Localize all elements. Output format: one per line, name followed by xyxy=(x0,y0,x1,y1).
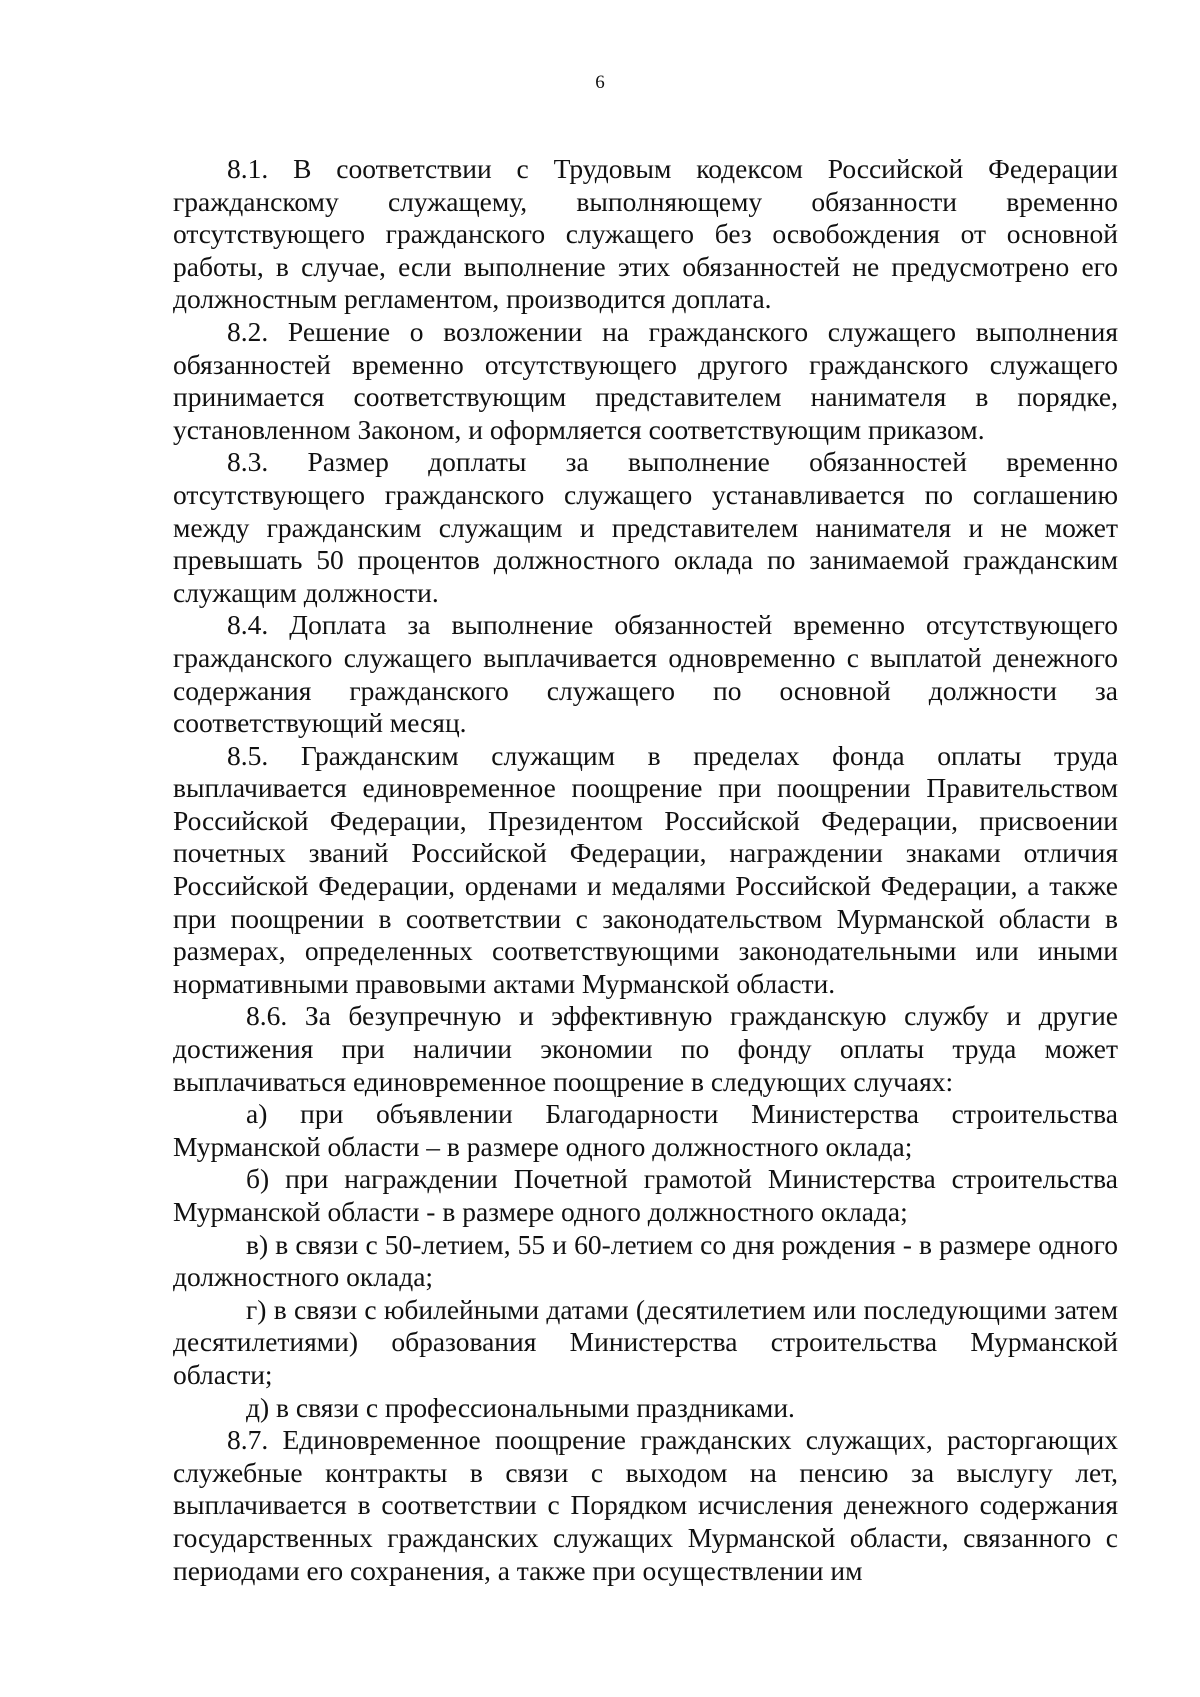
paragraph-8-1: 8.1. В соответствии с Трудовым кодексом Российской Федерации гражданскому служащему, выполняющему обязанности временно отсутствующего гражданского служащего без освобождения от основной работы, в случае, если выполнение этих обязанностей не предусмотрено его должностным регламентом, производится доплата. xyxy=(173,153,1118,315)
paragraph-8-4: 8.4. Доплата за выполнение обязанностей временно отсутствующего гражданского служащего выплачивается одновременно с выплатой денежного содержания гражданского служащего по основной должности за соответствующий месяц. xyxy=(173,609,1118,739)
document-body xyxy=(173,153,1118,1587)
page-number: 6 xyxy=(595,72,605,93)
list-item-8-6-b: б) при награждении Почетной грамотой Министерства строительства Мурманской области - в размере одного должностного оклада; xyxy=(173,1163,1118,1227)
paragraph-8-6: 8.6. За безупречную и эффективную гражданскую службу и другие достижения при наличии экономии по фонду оплаты труда может выплачиваться единовременное поощрение в следующих случаях: xyxy=(173,1000,1118,1097)
paragraph-8-2: 8.2. Решение о возложении на гражданского служащего выполнения обязанностей временно отсутствующего другого гражданского служащего принимается соответствующим представителем нанимателя в порядке, установленном Законом, и оформляется соответствующим приказом. xyxy=(173,315,1118,445)
list-item-8-6-a: а) при объявлении Благодарности Министерства строительства Мурманской области – в размере одного должностного оклада; xyxy=(173,1098,1118,1162)
list-item-8-6-v: в) в связи с 50-летием, 55 и 60-летием со дня рождения - в размере одного должностного оклада; xyxy=(173,1228,1118,1293)
paragraph-8-5: 8.5. Гражданским служащим в пределах фонда оплаты труда выплачивается единовременное поощрение при поощрении Правительством Российской Федерации, Президентом Российской Федерации, присвоении почетных званий Российской Федерации, награждении знаками отличия Российской Федерации, орденами и медалями Российской Федерации, а также при поощрении в соответствии с законодательством Мурманской области в размерах, определенных соответствующими законодательными или иными нормативными правовыми актами Мурманской области. xyxy=(173,739,1118,999)
list-item-8-6-g: г) в связи с юбилейными датами (десятилетием или последующими затем десятилетиями) образования Министерства строительства Мурманской области; xyxy=(173,1293,1118,1390)
paragraph-8-7: 8.7. Единовременное поощрение гражданских служащих, расторгающих служебные контракты в связи с выходом на пенсию за выслугу лет, выплачивается в соответствии с Порядком исчисления денежного содержания государственных гражданских служащих Мурманской области, связанного с периодами его сохранения, а также при осуществлении им xyxy=(173,1424,1118,1586)
list-item-8-6-d: д) в связи с профессиональными праздниками. xyxy=(246,1391,795,1423)
paragraph-8-3: 8.3. Размер доплаты за выполнение обязанностей временно отсутствующего гражданского служащего устанавливается по соглашению между гражданским служащим и представителем нанимателя и не может превышать 50 процентов должностного оклада по занимаемой гражданским служащим должности. xyxy=(173,446,1118,608)
